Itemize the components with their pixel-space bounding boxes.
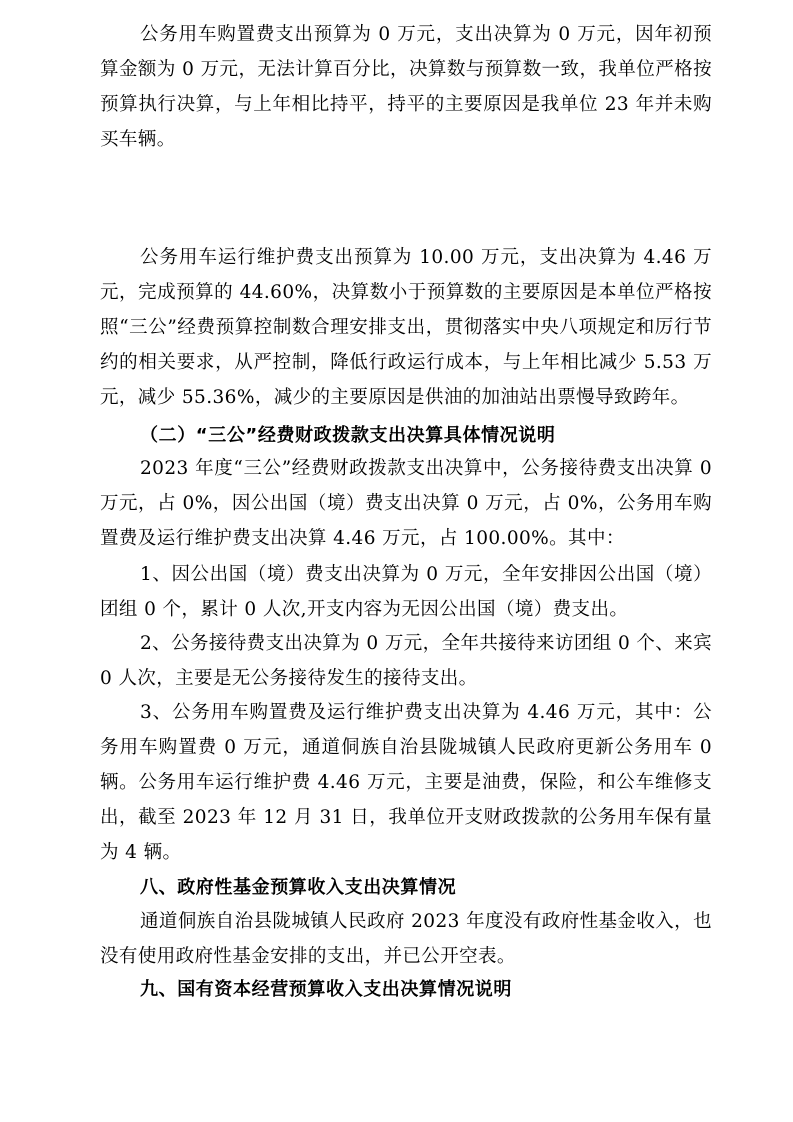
paragraph-vehicle-maintenance: 公务用车运行维护费支出预算为 10.00 万元，支出决算为 4.46 万元，完成预算的 44.60%，决算数小于预算数的主要原因是本单位严格按照“三公”经费预算控制数合理安排支出，贯彻落实中央八项规定和厉行节约的相关要求，从严控制，降低行政运行成本，与上年相比减少 5.53 万元，减少 55.36%，减少的主要原因是供油的加油站出票慢导致跨年。 [100,247,712,408]
section-heading-three-public-funds: （二）“三公”经费财政拨款支出决算具体情况说明 [140,425,556,446]
paragraph-item-reception: 2、公务接待费支出决算为 0 万元，全年共接待来访团组 0 个、来宾 0 人次，主要是无公务接待发生的接待支出。 [100,633,712,689]
section-heading-government-funds: 八、政府性基金预算收入支出决算情况 [140,877,457,898]
paragraph-vehicle-purchase: 公务用车购置费支出预算为 0 万元，支出决算为 0 万元，因年初预算金额为 0 万元，无法计算百分比，决算数与预算数一致，我单位严格按预算执行决算，与上年相比持平，持平的主要原因是我单位 23 年并未购买车辆。 [100,24,712,150]
section-heading-state-capital: 九、国有资本经营预算收入支出决算情况说明 [140,979,512,1000]
paragraph-three-public-summary: 2023 年度“三公”经费财政拨款支出决算中，公务接待费支出决算 0 万元，占 0%，因公出国（境）费支出决算 0 万元，占 0%，公务用车购置费及运行维护费支出决算 4.46 万元，占 100.00%。其中： [100,458,712,549]
paragraph-government-funds: 通道侗族自治县陇城镇人民政府 2023 年度没有政府性基金收入，也没有使用政府性基金安排的支出，并已公开空表。 [100,911,712,967]
paragraph-item-overseas: 1、因公出国（境）费支出决算为 0 万元，全年安排因公出国（境）团组 0 个，累计 0 人次,开支内容为无因公出国（境）费支出。 [100,564,712,620]
paragraph-item-vehicles: 3、公务用车购置费及运行维护费支出决算为 4.46 万元，其中：公务用车购置费 0 万元，通道侗族自治县陇城镇人民政府更新公务用车 0 辆。公务用车运行维护费 4.46 万元，主要是油费，保险，和公车维修支出，截至 2023 年 12 月 31 日，我单位开支财政拨款的公务用车保有量为 4 辆。 [100,702,712,863]
